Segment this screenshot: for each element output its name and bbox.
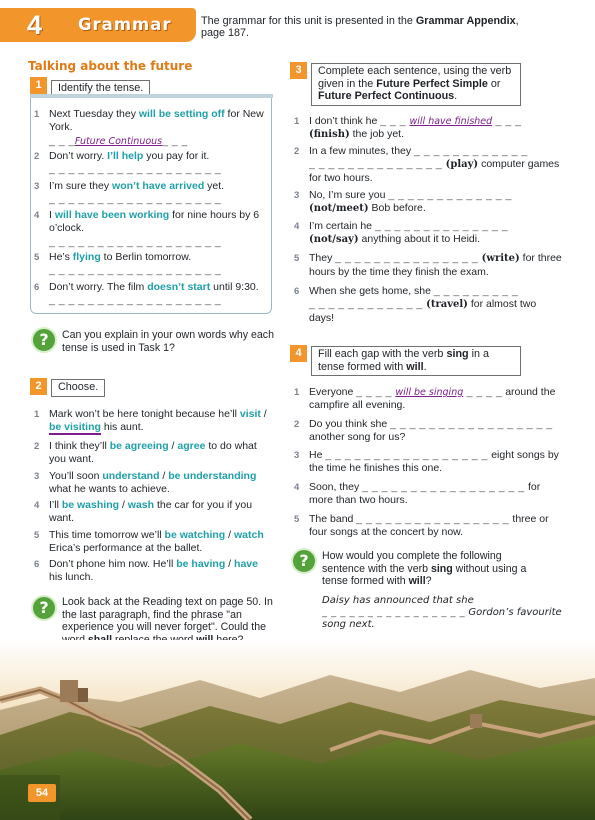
- grammar-appendix-note: The grammar for this unit is presented in the Grammar Appendix, page 187.: [201, 15, 519, 40]
- task3-example-answer: will have finished: [409, 116, 493, 127]
- task4-number: 4: [290, 345, 307, 362]
- task2-item: 3 You’ll soon understand / be understanding what he wants to achieve.: [34, 470, 257, 496]
- task4-item: 2 Do you think she _ _ _ _ _ _ _ _ _ _ _ _ _ _ _ _ _ another song for us?: [294, 418, 553, 444]
- task2-header: [30, 378, 105, 397]
- task2-number: 2: [30, 378, 47, 395]
- task1-example-answer: Future Continuous: [74, 135, 163, 147]
- task4-example-answer: will be singing: [395, 387, 464, 398]
- task3-header: [290, 62, 521, 106]
- task3-item: 3 No, I’m sure you _ _ _ _ _ _ _ _ _ _ _ _ _ (not/meet) Bob before.: [294, 189, 512, 215]
- task1-item: 1 Next Tuesday they will be setting off for New York. _ _ _Future Continuous_ _ _: [34, 108, 264, 147]
- task3-item: 4 I’m certain he _ _ _ _ _ _ _ _ _ _ _ _ _ _ (not/say) anything about it to Heidi.: [294, 220, 509, 246]
- task4-header: [290, 345, 521, 376]
- task3-number: 3: [290, 62, 307, 79]
- task3-item: 6 When she gets home, she _ _ _ _ _ _ _ _ _ _ _ _ _ _ _ _ _ _ _ _ _ (travel) for almost two days!: [294, 285, 537, 325]
- task4-item: 1 Everyone _ _ _ _ will be singing _ _ _ _ around the campfire all evening.: [294, 386, 556, 412]
- task1-item: 2 Don’t worry. I’ll help you pay for it. _ _ _ _ _ _ _ _ _ _ _ _ _ _ _ _ _ _: [34, 150, 222, 176]
- page-number: 54: [28, 784, 56, 802]
- question3-text: How would you complete the following sentence with the verb sing without using a tense formed with will?: [322, 550, 527, 588]
- question-mark-icon: ?: [31, 595, 57, 621]
- task1-instruction: Identify the tense.: [51, 80, 150, 98]
- task3-instruction: Complete each sentence, using the verb given in the Future Perfect Simple or Future Perfect Continuous.: [311, 63, 521, 106]
- great-wall-photo: [0, 640, 595, 820]
- task4-item: 4 Soon, they _ _ _ _ _ _ _ _ _ _ _ _ _ _ _ _ _ for more than two hours.: [294, 481, 541, 507]
- task4-item: 3 He _ _ _ _ _ _ _ _ _ _ _ _ _ _ _ _ _ eight songs by the time he finishes this one.: [294, 449, 559, 475]
- task1-item: 4 I will have been working for nine hours by 6 o’clock. _ _ _ _ _ _ _ _ _ _ _ _ _ _ _ _ _ _: [34, 209, 260, 248]
- question-mark-icon: ?: [291, 548, 317, 574]
- task2-item: 2 I think they’ll be agreeing / agree to do what you want.: [34, 440, 257, 466]
- unit-number: 4: [27, 10, 43, 40]
- task1-number: 1: [30, 77, 47, 94]
- question2-text: Look back at the Reading text on page 50. In the last paragraph, find the phrase "an experience you will never forget". Could the: [62, 596, 273, 634]
- task3-item: 5 They _ _ _ _ _ _ _ _ _ _ _ _ _ _ _ (write) for three hours by the time they finish the exam.: [294, 252, 562, 278]
- task1-item: 6 Don’t worry. The film doesn’t start until 9:30. _ _ _ _ _ _ _ _ _ _ _ _ _ _ _ _ _ _: [34, 281, 259, 307]
- task4-instruction: Fill each gap with the verb sing in a tense formed with will.: [311, 346, 521, 376]
- task4-item: 5 The band _ _ _ _ _ _ _ _ _ _ _ _ _ _ _ _ three or four songs at the concert by now.: [294, 513, 549, 539]
- task1-item: 3 I’m sure they won’t have arrived yet. _ _ _ _ _ _ _ _ _ _ _ _ _ _ _ _ _ _: [34, 180, 225, 206]
- task2-instruction: Choose.: [51, 379, 105, 397]
- task3-item: 1 I don’t think he _ _ _ will have finished _ _ _ (finish) the job yet.: [294, 115, 522, 141]
- unit-header-tab: [0, 8, 196, 42]
- question1-text: Can you explain in your own words why each tense is used in Task 1?: [62, 329, 274, 354]
- section-title: Talking about the future: [28, 59, 193, 73]
- task2-example-choice: be visiting: [49, 421, 101, 434]
- task2-item: 5 This time tomorrow we’ll be watching / watch Erica’s performance at the ballet.: [34, 529, 264, 555]
- unit-title: Grammar: [78, 15, 172, 34]
- task1-item: 5 He’s flying to Berlin tomorrow. _ _ _ _ _ _ _ _ _ _ _ _ _ _ _ _ _ _: [34, 251, 222, 277]
- task3-item: 2 In a few minutes, they _ _ _ _ _ _ _ _ _ _ _ _ _ _ _ _ _ _ _ _ _ _ _ _ _ _ (play) computer games for two hours.: [294, 145, 560, 185]
- task2-item: 4 I’ll be washing / wash the car for you if you want.: [34, 499, 253, 525]
- question-mark-icon: ?: [31, 327, 57, 353]
- question3-example: Daisy has announced that she _ _ _ _ _ _ _ _ _ _ _ _ _ _ _ _ Gordon’s favourite song next.: [322, 595, 562, 630]
- task2-item: 6 Don’t phone him now. He’ll be having / have his lunch.: [34, 558, 258, 584]
- task2-item: 1 Mark won’t be here tonight because he’ll visit / be visiting his aunt.: [34, 408, 267, 434]
